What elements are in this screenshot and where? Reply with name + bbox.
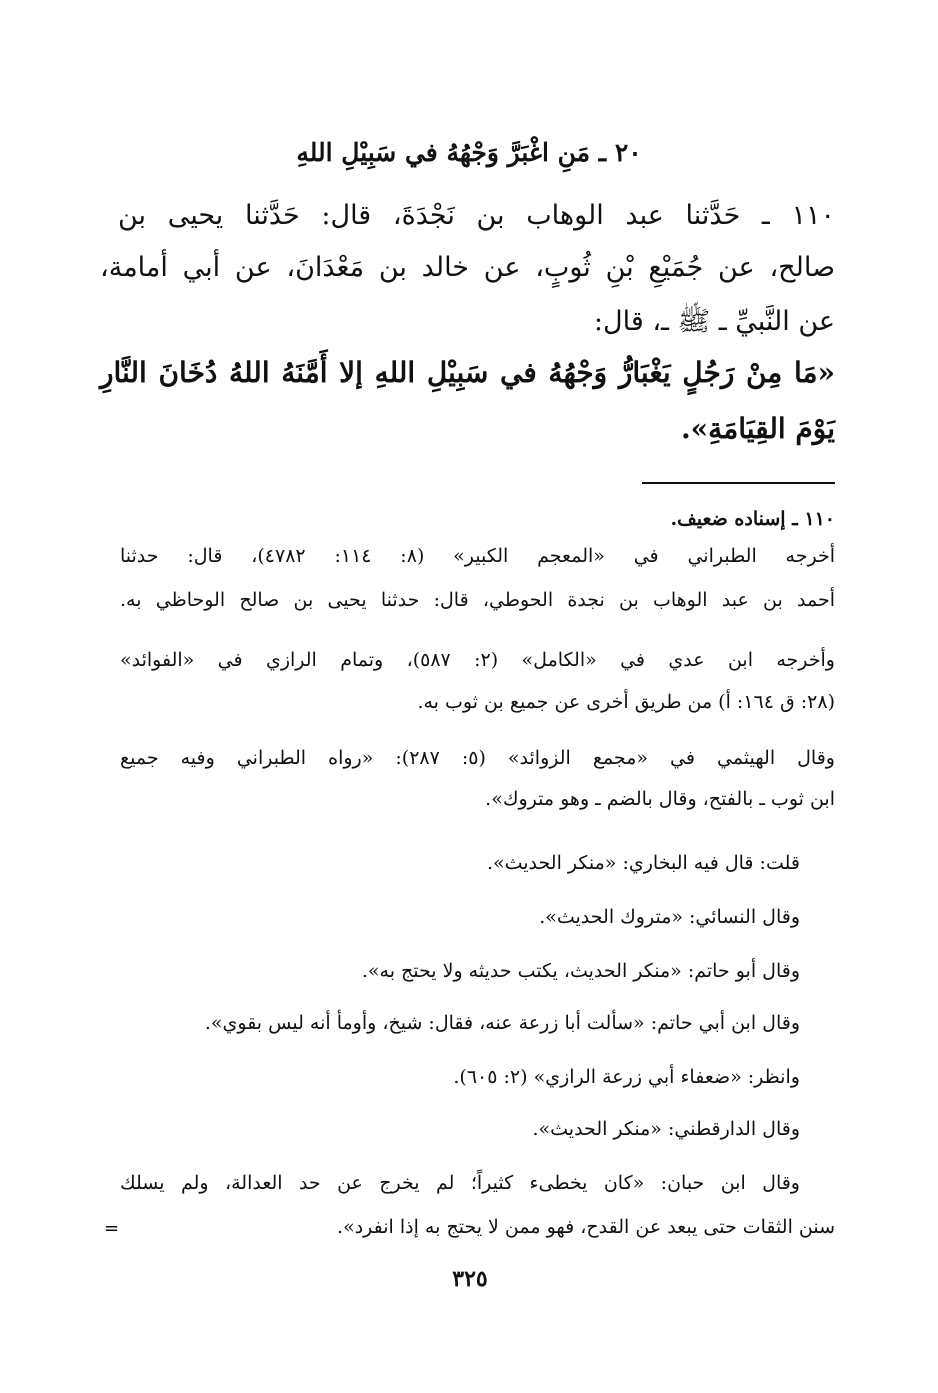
footnote-line: وقال الدارقطني: «منكر الحديث». [532, 1118, 800, 1140]
footnote-heading: ١١٠ ـ إسناده ضعيف. [670, 508, 835, 530]
hadith-isnad-line-2: صالح، عن جُمَيْعِ بْنِ ثُوبٍ، عن خالد بن مَعْدَانَ، عن أبي أمامة، [100, 252, 835, 283]
footnote-para-last-line1: وقال ابن حبان: «كان يخطىء كثيراً؛ لم يخرج عن حد العدالة، ولم يسلك [120, 1172, 800, 1194]
footnote-para-last-line2: سنن الثقات حتى يبعد عن القدح، فهو ممن لا يحتج به إذا انفرد». [337, 1216, 835, 1238]
chapter-heading: ٢٠ ـ مَنِ اغْبَرَّ وَجْهُهُ في سَبِيْلِ اللهِ [296, 138, 642, 167]
footnote-line: وانظر: «ضعفاء أبي زرعة الرازي» (٢: ٦٠٥). [453, 1066, 800, 1088]
hadith-isnad-line-3: عن النَّبيِّ ـ ﷺ ـ، قال: [593, 306, 835, 337]
footnote-line: قلت: قال فيه البخاري: «منكر الحديث». [486, 852, 800, 874]
footnote-para3-line2: ابن ثوب ـ بالفتح، وقال بالضم ـ وهو متروك». [485, 788, 835, 810]
page-number: ٣٢٥ [452, 1266, 488, 1292]
continuation-mark: = [104, 1218, 120, 1239]
footnote-line: وقال النسائي: «متروك الحديث». [539, 906, 800, 928]
footnote-separator [642, 482, 835, 484]
footnote-para3-line1: وقال الهيثمي في «مجمع الزوائد» (٥: ٢٨٧): «رواه الطبراني وفيه جميع [120, 747, 835, 769]
footnote-para1-line2: أحمد بن عبد الوهاب بن نجدة الحوطي، قال: حدثنا يحيى بن صالح الوحاظي به. [120, 589, 835, 611]
footnote-para2-line2: (٢٨: ق ١٦٤: أ) من طريق أخرى عن جميع بن ثوب به. [417, 691, 835, 713]
hadith-isnad-line-1: ١١٠ ـ حَدَّثنا عبد الوهاب بن نَجْدَةَ، قال: حَدَّثنا يحيى بن [118, 200, 835, 231]
footnote-para1-line1: أخرجه الطبراني في «المعجم الكبير» (٨: ١١٤: ٤٧٨٢)، قال: حدثنا [120, 545, 835, 567]
footnote-para2-line1: وأخرجه ابن عدي في «الكامل» (٢: ٥٨٧)، وتمام الرازي في «الفوائد» [120, 649, 835, 671]
footnote-line: وقال أبو حاتم: «منكر الحديث، يكتب حديثه ولا يحتج به». [361, 960, 800, 982]
hadith-matn-line-2: يَوْمَ القِيَامَةِ». [680, 412, 835, 445]
footnote-line: وقال ابن أبي حاتم: «سألت أبا زرعة عنه، فقال: شيخ، وأومأ أنه ليس بقوي». [204, 1012, 800, 1034]
hadith-matn-line-1: «مَا مِنْ رَجُلٍ يَغْبَارُّ وَجْهُهُ في سَبِيْلِ اللهِ إلا أَمَّنَهُ اللهُ دُخَانَ النَّارِ [100, 356, 835, 389]
